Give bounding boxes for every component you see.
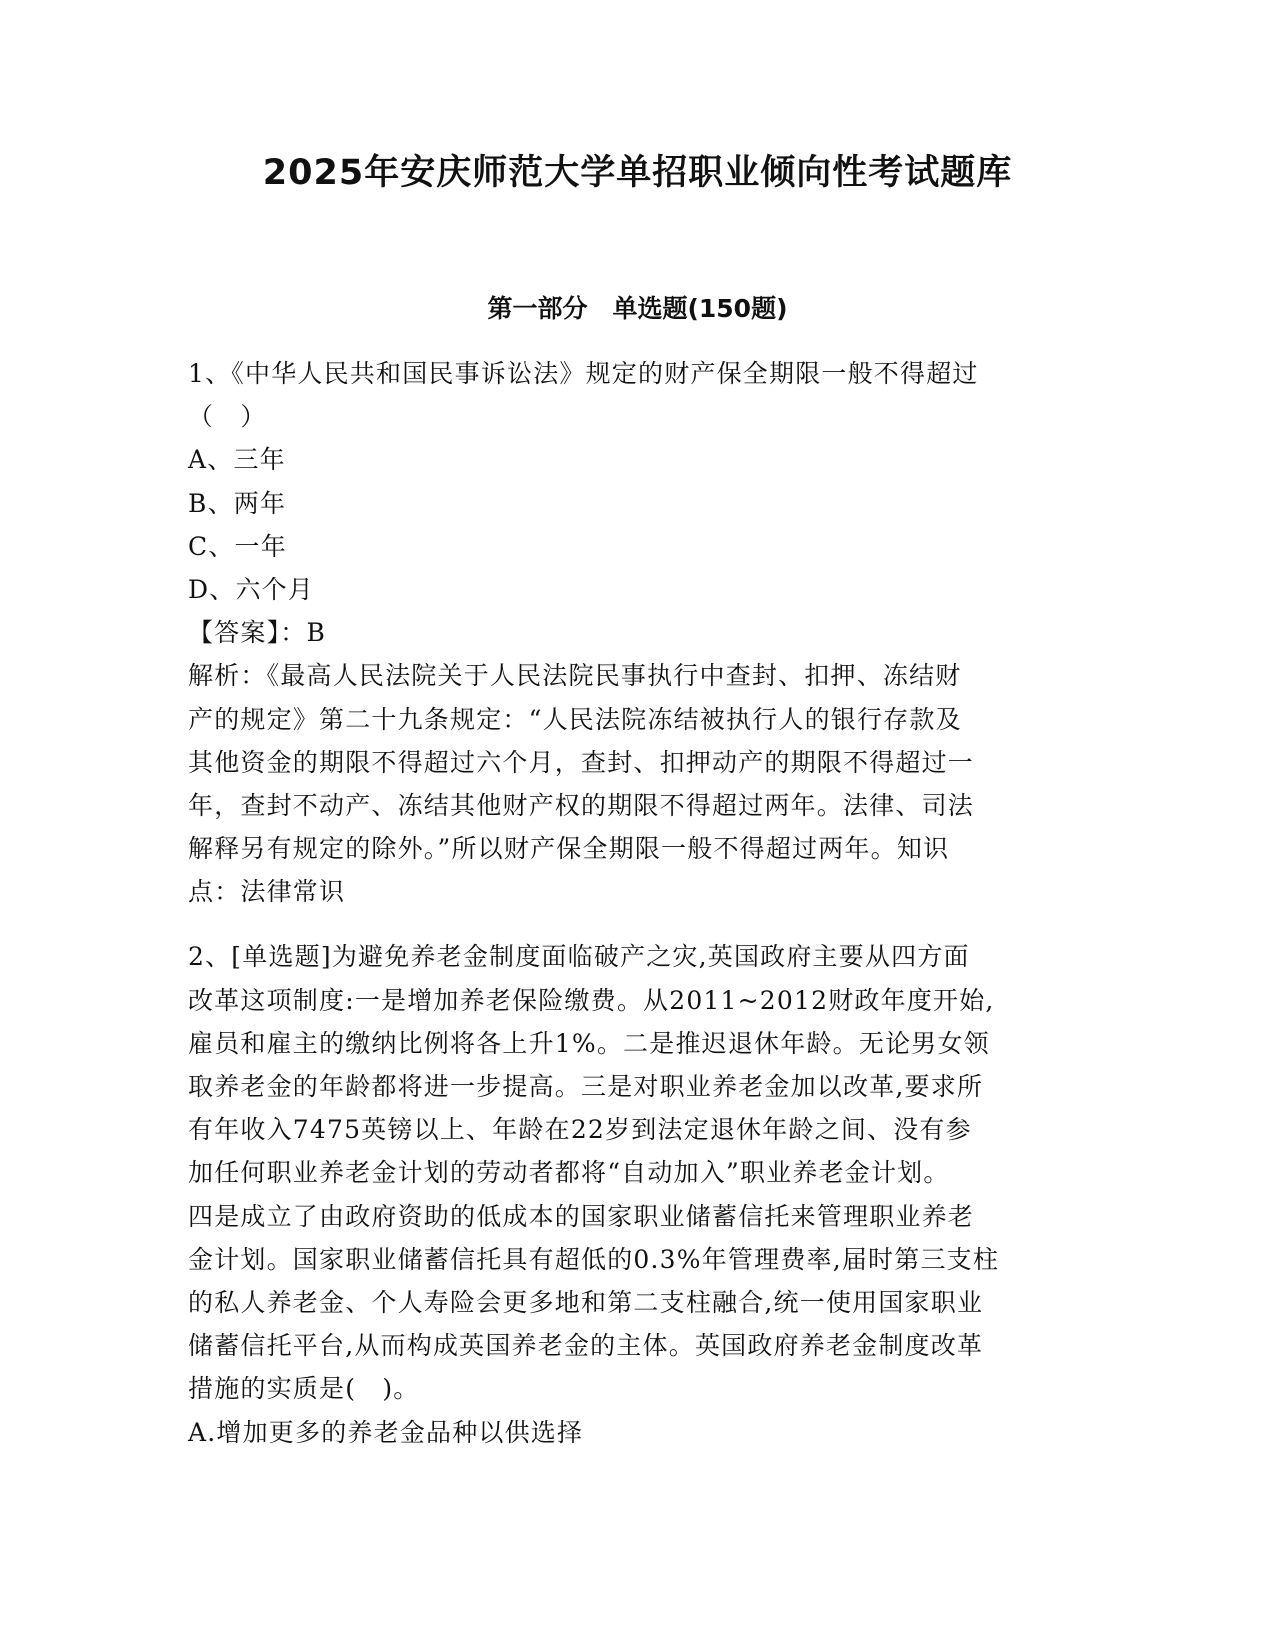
question-1 [188,352,1088,913]
answer-line: 【答案】：B [188,618,327,648]
analysis-line: 其他资金的期限不得超过六个月，查封、扣押动产的期限不得超过一 [188,747,975,777]
question-stem-line: 2、[单选题]为避免养老金制度面临破产之灾,英国政府主要从四方面 [188,942,970,972]
question-stem-line: 加任何职业养老金计划的劳动者都将“自动加入”职业养老金计划。 [188,1158,950,1188]
option-a: A、三年 [188,445,286,475]
question-stem-line: 雇员和雇主的缴纳比例将各上升1%。二是推迟退休年龄。无论男女领 [188,1028,990,1058]
document-body [188,352,1088,1454]
question-stem-line: （ ） [188,402,267,432]
question-stem-line: 金计划。国家职业储蓄信托具有超低的0.3%年管理费率,届时第三支柱 [188,1244,1000,1274]
option-a: A.增加更多的养老金品种以供选择 [188,1417,584,1447]
question-spacer [188,913,1088,935]
analysis-line: 解析：《最高人民法院关于人民法院民事执行中查封、扣押、冻结财 [188,661,962,691]
question-stem-line: 取养老金的年龄都将进一步提高。三是对职业养老金加以改革,要求所 [188,1072,984,1101]
analysis-line: 产的规定》第二十九条规定：“人民法院冻结被执行人的银行存款及 [188,704,962,734]
question-stem-line: 的私人养老金、个人寿险会更多地和第二支柱融合,统一使用国家职业 [188,1287,984,1317]
option-b: B、两年 [188,488,287,518]
option-c: C、一年 [188,531,287,561]
question-stem-line: 1、《中华人民共和国民事诉讼法》规定的财产保全期限一般不得超过 [188,359,979,388]
question-2 [188,935,1088,1453]
section-heading: 第一部分 单选题(150题) [487,294,788,323]
question-stem-line: 四是成立了由政府资助的低成本的国家职业储蓄信托来管理职业养老 [188,1201,975,1231]
question-stem-line: 有年收入7475英镑以上、年龄在22岁到法定退休年龄之间、没有参 [188,1115,972,1145]
question-stem-line: 储蓄信托平台,从而构成英国养老金的主体。英国政府养老金制度改革 [188,1331,984,1361]
question-stem-line: 措施的实质是( )。 [188,1374,420,1404]
analysis-line: 解释另有规定的除外。”所以财产保全期限一般不得超过两年。知识 [188,834,950,864]
question-stem-line: 改革这项制度:一是增加养老保险缴费。从2011~2012财政年度开始, [188,985,995,1015]
document-title: 2025年安庆师范大学单招职业倾向性考试题库 [262,153,1013,193]
option-d: D、六个月 [188,574,315,604]
analysis-line: 点：法律常识 [188,877,346,907]
analysis-line: 年，查封不动产、冻结其他财产权的期限不得超过两年。法律、司法 [188,790,975,820]
